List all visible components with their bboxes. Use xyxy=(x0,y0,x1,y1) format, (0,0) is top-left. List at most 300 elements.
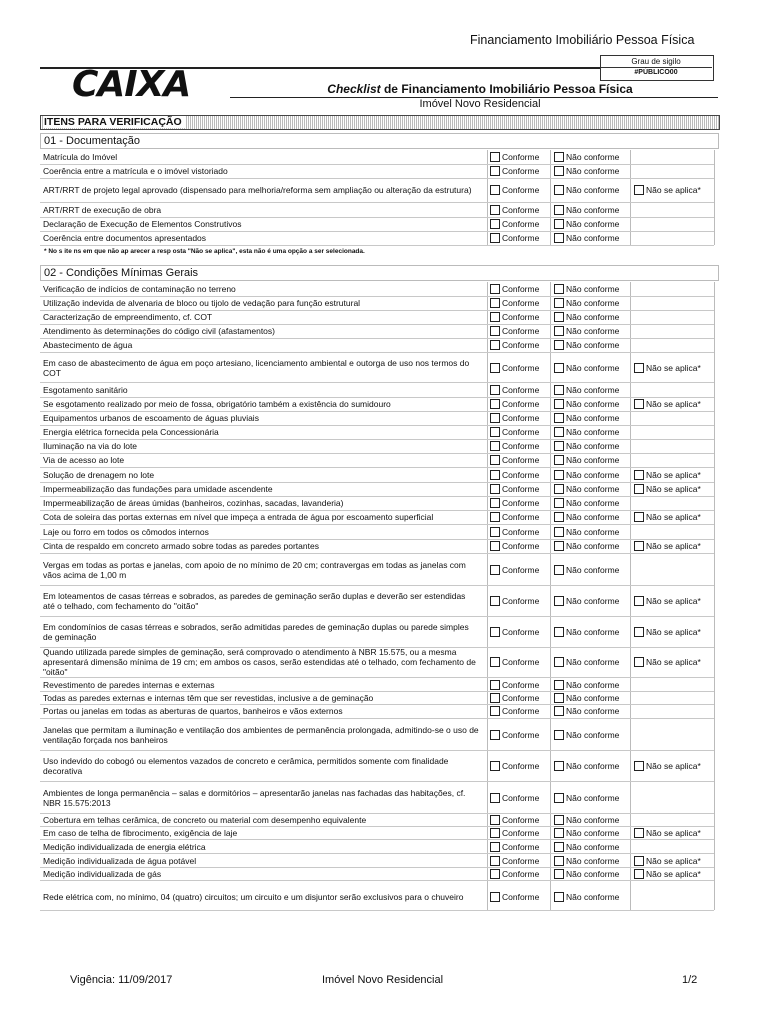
option-conforme[interactable] xyxy=(490,164,539,178)
option-nao-conforme[interactable] xyxy=(554,704,619,718)
option-conforme[interactable] xyxy=(490,425,539,439)
option-nao-se-aplica[interactable] xyxy=(634,867,701,880)
checkbox-icon[interactable] xyxy=(490,657,500,667)
checklist-row xyxy=(40,617,714,648)
option-conforme-label: Conforme xyxy=(502,340,540,350)
items-header-label: ITENS PARA VERIFICAÇÃO xyxy=(44,116,185,128)
option-conforme-label: Conforme xyxy=(502,385,540,395)
option-conforme[interactable] xyxy=(490,397,539,411)
checkbox-icon[interactable] xyxy=(554,706,564,716)
checkbox-icon[interactable] xyxy=(490,596,500,606)
option-conforme[interactable] xyxy=(490,678,539,691)
row-question: Quando utilizada parede simples de geminação, será comprovado o atendimento à NBR 15.575, ou a mesma apresentará dimensão mínima de 19 cm; em ambos os casos, serão estendidas até o telhado, com fechamento de "oitão" xyxy=(43,647,476,677)
row-question: Cobertura em telhas cerâmica, de concreto ou material com desempenho equivalente xyxy=(43,815,367,825)
option-nao-conforme[interactable] xyxy=(554,854,619,867)
checkbox-icon[interactable] xyxy=(490,498,500,508)
checklist-row xyxy=(40,397,714,412)
checkbox-icon[interactable] xyxy=(490,793,500,803)
option-nao-conforme[interactable] xyxy=(554,282,619,296)
option-conforme-label: Conforme xyxy=(502,219,540,229)
checkbox-icon[interactable] xyxy=(490,856,500,866)
checklist-row xyxy=(40,231,714,246)
checkbox-icon[interactable] xyxy=(554,498,564,508)
option-nao-conforme-label: Não conforme xyxy=(566,868,620,879)
option-conforme[interactable] xyxy=(490,867,539,880)
option-nao-conforme[interactable] xyxy=(554,439,619,453)
option-nao-conforme[interactable] xyxy=(554,510,619,524)
checklist-row xyxy=(40,439,714,454)
checklist-row xyxy=(40,586,714,617)
checkbox-icon[interactable] xyxy=(634,484,644,494)
checkbox-icon[interactable] xyxy=(490,512,500,522)
checkbox-icon[interactable] xyxy=(490,565,500,575)
checkbox-icon[interactable] xyxy=(490,470,500,480)
checkbox-icon[interactable] xyxy=(490,219,500,229)
footer-page: 1/2 xyxy=(682,974,698,986)
checklist-row xyxy=(40,782,714,814)
option-nao-conforme-label: Não conforme xyxy=(566,792,620,803)
row-question: Verificação de indícios de contaminação no terreno xyxy=(43,284,236,294)
option-nao-conforme[interactable] xyxy=(554,496,619,510)
option-conforme[interactable] xyxy=(490,383,539,397)
checkbox-icon[interactable] xyxy=(554,233,564,243)
option-conforme-label: Conforme xyxy=(502,761,540,771)
option-nao-conforme-label: Não conforme xyxy=(566,441,620,451)
checkbox-icon[interactable] xyxy=(634,657,644,667)
option-nao-conforme-label: Não conforme xyxy=(566,706,620,716)
option-conforme-label: Conforme xyxy=(502,298,540,308)
checklist-row xyxy=(40,678,714,692)
checkbox-icon[interactable] xyxy=(554,828,564,838)
checkbox-icon[interactable] xyxy=(634,627,644,637)
checkbox-icon[interactable] xyxy=(634,761,644,771)
checkbox-icon[interactable] xyxy=(634,541,644,551)
option-nao-conforme[interactable] xyxy=(554,453,619,467)
checkbox-icon[interactable] xyxy=(490,326,500,336)
checkbox-icon[interactable] xyxy=(490,413,500,423)
checkbox-icon[interactable] xyxy=(634,399,644,409)
row-question: Impermeabilização de áreas úmidas (banheiros, cozinhas, sacadas, lavanderia) xyxy=(43,498,344,508)
option-nao-se-aplica[interactable] xyxy=(634,178,701,202)
checkbox-icon[interactable] xyxy=(490,385,500,395)
option-nao-se-aplica-label: Não se aplica* xyxy=(646,596,701,606)
option-nao-se-aplica[interactable] xyxy=(634,397,701,411)
checkbox-icon[interactable] xyxy=(554,219,564,229)
option-nao-conforme-label: Não conforme xyxy=(566,512,620,522)
option-conforme[interactable] xyxy=(490,296,539,310)
option-conforme[interactable] xyxy=(490,482,539,496)
checkbox-icon[interactable] xyxy=(490,284,500,294)
option-nao-conforme-label: Não conforme xyxy=(566,841,620,852)
row-question: Em caso de telha de fibrocimento, exigência de laje xyxy=(43,827,238,838)
option-nao-conforme-label: Não conforme xyxy=(566,761,620,771)
option-conforme[interactable] xyxy=(490,496,539,510)
option-nao-se-aplica[interactable] xyxy=(634,617,701,647)
checkbox-icon[interactable] xyxy=(554,869,564,879)
option-nao-conforme-label: Não conforme xyxy=(566,205,620,215)
checkbox-icon[interactable] xyxy=(490,484,500,494)
checklist-row xyxy=(40,217,714,232)
option-nao-conforme-label: Não conforme xyxy=(566,166,620,176)
option-conforme-label: Conforme xyxy=(502,185,540,195)
row-question: Medição individualizada de gás xyxy=(43,868,162,879)
option-conforme[interactable] xyxy=(490,150,539,164)
option-nao-conforme[interactable] xyxy=(554,296,619,310)
option-conforme[interactable] xyxy=(490,231,539,245)
option-conforme-label: Conforme xyxy=(502,362,540,373)
option-nao-conforme[interactable] xyxy=(554,840,619,853)
checkbox-icon[interactable] xyxy=(554,627,564,637)
checkbox-icon[interactable] xyxy=(490,869,500,879)
checkbox-icon[interactable] xyxy=(490,828,500,838)
checkbox-icon[interactable] xyxy=(554,761,564,771)
option-conforme-label: Conforme xyxy=(502,892,540,902)
option-nao-se-aplica[interactable] xyxy=(634,586,701,616)
option-conforme-label: Conforme xyxy=(502,564,540,575)
checkbox-icon[interactable] xyxy=(554,730,564,740)
document-title: Financiamento Imobiliário Pessoa Física xyxy=(470,33,695,47)
checklist-row xyxy=(40,539,714,554)
checklist-row xyxy=(40,510,714,525)
option-conforme-label: Conforme xyxy=(502,841,540,852)
option-nao-se-aplica-label: Não se aplica* xyxy=(646,761,701,771)
option-nao-conforme[interactable] xyxy=(554,525,619,539)
checkbox-icon[interactable] xyxy=(554,657,564,667)
checkbox-icon[interactable] xyxy=(554,399,564,409)
option-nao-conforme[interactable] xyxy=(554,353,619,382)
checkbox-icon[interactable] xyxy=(554,527,564,537)
option-nao-conforme[interactable] xyxy=(554,751,619,781)
checkbox-icon[interactable] xyxy=(554,340,564,350)
option-nao-conforme-label: Não conforme xyxy=(566,362,620,373)
option-conforme[interactable] xyxy=(490,411,539,425)
checklist-row xyxy=(40,164,714,179)
option-nao-conforme[interactable] xyxy=(554,647,619,677)
option-conforme-label: Conforme xyxy=(502,792,540,803)
checkbox-icon[interactable] xyxy=(554,185,564,195)
option-nao-conforme-label: Não conforme xyxy=(566,185,620,195)
section-title: 02 - Condições Mínimas Gerais xyxy=(40,265,719,281)
checkbox-icon[interactable] xyxy=(554,284,564,294)
option-nao-conforme[interactable] xyxy=(554,468,619,482)
option-nao-conforme-label: Não conforme xyxy=(566,385,620,395)
checkbox-icon[interactable] xyxy=(554,541,564,551)
option-nao-conforme[interactable] xyxy=(554,150,619,164)
checkbox-icon[interactable] xyxy=(554,693,564,703)
option-conforme[interactable] xyxy=(490,203,539,217)
checkbox-icon[interactable] xyxy=(490,706,500,716)
checkbox-icon[interactable] xyxy=(554,470,564,480)
option-nao-conforme-label: Não conforme xyxy=(566,815,620,825)
checkbox-icon[interactable] xyxy=(490,399,500,409)
checkbox-icon[interactable] xyxy=(490,166,500,176)
checkbox-icon[interactable] xyxy=(554,413,564,423)
option-conforme[interactable] xyxy=(490,310,539,324)
option-conforme[interactable] xyxy=(490,439,539,453)
option-nao-conforme-label: Não conforme xyxy=(566,596,620,606)
option-nao-conforme-label: Não conforme xyxy=(566,399,620,409)
checkbox-icon[interactable] xyxy=(490,205,500,215)
option-conforme[interactable] xyxy=(490,178,539,202)
option-nao-conforme[interactable] xyxy=(554,867,619,880)
option-conforme[interactable] xyxy=(490,704,539,718)
checkbox-icon[interactable] xyxy=(490,152,500,162)
option-nao-se-aplica[interactable] xyxy=(634,482,701,496)
checkbox-icon[interactable] xyxy=(554,205,564,215)
option-nao-conforme[interactable] xyxy=(554,482,619,496)
checkbox-icon[interactable] xyxy=(490,815,500,825)
option-nao-se-aplica-label: Não se aplica* xyxy=(646,855,701,866)
option-nao-conforme-label: Não conforme xyxy=(566,470,620,480)
option-nao-conforme[interactable] xyxy=(554,425,619,439)
row-question: Iluminação na via do lote xyxy=(43,441,138,451)
option-conforme[interactable] xyxy=(490,691,539,704)
option-conforme-label: Conforme xyxy=(502,596,540,606)
option-conforme-label: Conforme xyxy=(502,729,540,740)
row-question: Atendimento às determinações do código civil (afastamentos) xyxy=(43,326,275,336)
checkbox-icon[interactable] xyxy=(554,842,564,852)
column-divider xyxy=(714,150,715,245)
checkbox-icon[interactable] xyxy=(490,441,500,451)
checkbox-icon[interactable] xyxy=(554,441,564,451)
checkbox-icon[interactable] xyxy=(490,730,500,740)
option-nao-se-aplica[interactable] xyxy=(634,826,701,839)
option-nao-conforme[interactable] xyxy=(554,782,619,813)
row-question: Solução de drenagem no lote xyxy=(43,470,155,480)
option-conforme[interactable] xyxy=(490,554,539,585)
checkbox-icon[interactable] xyxy=(554,512,564,522)
option-nao-conforme[interactable] xyxy=(554,678,619,691)
option-conforme[interactable] xyxy=(490,510,539,524)
row-question: Impermeabilização das fundações para umidade ascendente xyxy=(43,484,273,494)
option-nao-se-aplica[interactable] xyxy=(634,510,701,524)
option-conforme-label: Conforme xyxy=(502,166,540,176)
checkbox-icon[interactable] xyxy=(554,856,564,866)
option-nao-conforme[interactable] xyxy=(554,164,619,178)
option-nao-conforme[interactable] xyxy=(554,719,619,750)
row-question: Via de acesso ao lote xyxy=(43,455,125,465)
option-nao-conforme[interactable] xyxy=(554,397,619,411)
option-conforme-label: Conforme xyxy=(502,627,540,637)
option-conforme[interactable] xyxy=(490,353,539,382)
row-question: ART/RRT de projeto legal aprovado (dispensado para melhoria/reforma sem ampliação ou alteração da estrutura) xyxy=(43,185,472,195)
checkbox-icon[interactable] xyxy=(490,298,500,308)
option-conforme[interactable] xyxy=(490,586,539,616)
checklist-row xyxy=(40,178,714,203)
checkbox-icon[interactable] xyxy=(490,527,500,537)
option-conforme-label: Conforme xyxy=(502,427,540,437)
row-question: Matrícula do Imóvel xyxy=(43,152,118,162)
option-nao-se-aplica[interactable] xyxy=(634,353,701,382)
checkbox-icon[interactable] xyxy=(634,185,644,195)
option-conforme[interactable] xyxy=(490,719,539,750)
option-conforme-label: Conforme xyxy=(502,827,540,838)
option-conforme[interactable] xyxy=(490,884,539,910)
checkbox-icon[interactable] xyxy=(490,892,500,902)
option-conforme-label: Conforme xyxy=(502,413,540,423)
option-nao-conforme-label: Não conforme xyxy=(566,892,620,902)
checkbox-icon[interactable] xyxy=(634,363,644,373)
option-nao-conforme[interactable] xyxy=(554,539,619,553)
checklist-row xyxy=(40,310,714,325)
option-conforme[interactable] xyxy=(490,647,539,677)
checkbox-icon[interactable] xyxy=(554,363,564,373)
checkbox-icon[interactable] xyxy=(490,185,500,195)
option-nao-conforme[interactable] xyxy=(554,814,619,826)
checklist-row xyxy=(40,751,714,782)
sigilo-value: #PÚBLICO00 xyxy=(600,67,712,76)
checkbox-icon[interactable] xyxy=(490,627,500,637)
option-conforme[interactable] xyxy=(490,217,539,231)
checkbox-icon[interactable] xyxy=(634,512,644,522)
checkbox-icon[interactable] xyxy=(490,842,500,852)
option-nao-conforme[interactable] xyxy=(554,884,619,910)
checklist-row xyxy=(40,411,714,426)
option-conforme-label: Conforme xyxy=(502,657,540,667)
checkbox-icon[interactable] xyxy=(554,298,564,308)
footer-center: Imóvel Novo Residencial xyxy=(322,974,444,986)
option-nao-conforme[interactable] xyxy=(554,826,619,839)
option-conforme-label: Conforme xyxy=(502,706,540,716)
checkbox-icon[interactable] xyxy=(554,793,564,803)
checkbox-icon[interactable] xyxy=(634,596,644,606)
option-conforme[interactable] xyxy=(490,525,539,539)
checkbox-icon[interactable] xyxy=(554,484,564,494)
checkbox-icon[interactable] xyxy=(554,152,564,162)
row-question: Vergas em todas as portas e janelas, com apoio de no mínimo de 20 cm; contravergas em todas as janelas com vãos acima de 1,00 m xyxy=(43,559,466,580)
checkbox-icon[interactable] xyxy=(554,565,564,575)
option-nao-conforme-label: Não conforme xyxy=(566,413,620,423)
checkbox-icon[interactable] xyxy=(634,470,644,480)
option-nao-conforme[interactable] xyxy=(554,217,619,231)
checkbox-icon[interactable] xyxy=(554,326,564,336)
option-nao-conforme-label: Não conforme xyxy=(566,827,620,838)
option-nao-conforme-label: Não conforme xyxy=(566,455,620,465)
checkbox-icon[interactable] xyxy=(554,385,564,395)
option-nao-conforme[interactable] xyxy=(554,691,619,704)
checkbox-icon[interactable] xyxy=(554,312,564,322)
option-nao-se-aplica[interactable] xyxy=(634,539,701,553)
option-nao-se-aplica[interactable] xyxy=(634,647,701,677)
option-nao-se-aplica-label: Não se aplica* xyxy=(646,185,701,195)
checkbox-icon[interactable] xyxy=(554,815,564,825)
option-nao-se-aplica-label: Não se aplica* xyxy=(646,362,701,373)
row-question: Abastecimento de água xyxy=(43,340,133,350)
option-conforme[interactable] xyxy=(490,814,539,826)
option-conforme[interactable] xyxy=(490,338,539,352)
checkbox-icon[interactable] xyxy=(554,680,564,690)
option-nao-conforme-label: Não conforme xyxy=(566,541,620,551)
checkbox-icon[interactable] xyxy=(490,455,500,465)
checkbox-icon[interactable] xyxy=(554,166,564,176)
checkbox-icon[interactable] xyxy=(490,340,500,350)
option-conforme[interactable] xyxy=(490,840,539,853)
checkbox-icon[interactable] xyxy=(554,455,564,465)
option-nao-conforme-label: Não conforme xyxy=(566,340,620,350)
option-conforme[interactable] xyxy=(490,468,539,482)
option-nao-conforme-label: Não conforme xyxy=(566,564,620,575)
checklist-word: Checklist xyxy=(327,82,381,96)
checkbox-icon[interactable] xyxy=(490,680,500,690)
checklist-row xyxy=(40,704,714,719)
option-nao-conforme-label: Não conforme xyxy=(566,855,620,866)
option-nao-conforme[interactable] xyxy=(554,203,619,217)
option-conforme[interactable] xyxy=(490,324,539,338)
checkbox-icon[interactable] xyxy=(634,828,644,838)
option-nao-conforme[interactable] xyxy=(554,411,619,425)
row-question: Portas ou janelas em todas as aberturas de quartos, banheiros e vãos externos xyxy=(43,706,343,716)
row-question: Todas as paredes externas e internas têm que ser revestidas, inclusive a de geminação xyxy=(43,692,374,703)
option-nao-conforme[interactable] xyxy=(554,310,619,324)
logo-text: CAIXA xyxy=(72,64,191,105)
option-conforme-label: Conforme xyxy=(502,205,540,215)
option-conforme-label: Conforme xyxy=(502,855,540,866)
option-nao-se-aplica[interactable] xyxy=(634,468,701,482)
checkbox-icon[interactable] xyxy=(634,869,644,879)
option-conforme-label: Conforme xyxy=(502,512,540,522)
checkbox-icon[interactable] xyxy=(554,596,564,606)
row-question: Em caso de abastecimento de água em poço artesiano, licenciamento ambiental e outorga de uso nos termos do COT xyxy=(43,357,470,378)
option-nao-se-aplica[interactable] xyxy=(634,854,701,867)
option-conforme[interactable] xyxy=(490,751,539,781)
checklist-row xyxy=(40,383,714,398)
checkbox-icon[interactable] xyxy=(554,427,564,437)
checkbox-icon[interactable] xyxy=(490,761,500,771)
option-conforme-label: Conforme xyxy=(502,284,540,294)
option-nao-conforme[interactable] xyxy=(554,231,619,245)
checklist-row xyxy=(40,840,714,854)
checkbox-icon[interactable] xyxy=(554,892,564,902)
option-nao-conforme[interactable] xyxy=(554,324,619,338)
option-conforme[interactable] xyxy=(490,826,539,839)
option-conforme[interactable] xyxy=(490,282,539,296)
checklist-row xyxy=(40,826,714,840)
option-nao-conforme[interactable] xyxy=(554,554,619,585)
checkbox-icon[interactable] xyxy=(490,363,500,373)
checkbox-icon[interactable] xyxy=(490,541,500,551)
checkbox-icon[interactable] xyxy=(634,856,644,866)
checkbox-icon[interactable] xyxy=(490,693,500,703)
option-nao-conforme[interactable] xyxy=(554,383,619,397)
row-question: Ambientes de longa permanência – salas e dormitórios – apresentarão janelas nas fachadas das habitações, cf. NBR 15.575:2013 xyxy=(43,787,466,808)
checkbox-icon[interactable] xyxy=(490,312,500,322)
row-question: Janelas que permitam a iluminação e ventilação dos ambientes de permanência prolongada, admitindo-se o uso de ventilação forçada nos banheiros xyxy=(43,724,479,745)
option-nao-conforme[interactable] xyxy=(554,586,619,616)
option-conforme[interactable] xyxy=(490,453,539,467)
checkbox-icon[interactable] xyxy=(490,233,500,243)
option-nao-conforme[interactable] xyxy=(554,338,619,352)
option-nao-conforme[interactable] xyxy=(554,617,619,647)
checklist-row xyxy=(40,867,714,881)
option-nao-se-aplica-label: Não se aplica* xyxy=(646,627,701,637)
checklist-row xyxy=(40,453,714,468)
row-question: Laje ou forro em todos os cômodos internos xyxy=(43,527,209,537)
checkbox-icon[interactable] xyxy=(490,427,500,437)
checklist-row xyxy=(40,854,714,868)
option-conforme[interactable] xyxy=(490,617,539,647)
option-conforme[interactable] xyxy=(490,539,539,553)
option-nao-se-aplica[interactable] xyxy=(634,751,701,781)
option-conforme[interactable] xyxy=(490,854,539,867)
option-nao-conforme-label: Não conforme xyxy=(566,498,620,508)
checklist-row xyxy=(40,482,714,497)
row-question: Em condomínios de casas térreas e sobrados, serão admitidas paredes de geminação duplas ou parede simples de geminação xyxy=(43,622,469,642)
option-nao-conforme-label: Não conforme xyxy=(566,219,620,229)
option-conforme-label: Conforme xyxy=(502,399,540,409)
option-nao-conforme[interactable] xyxy=(554,178,619,202)
row-question: Cota de soleira das portas externas em nível que impeça a entrada de água por escoamento superficial xyxy=(43,512,434,522)
option-conforme[interactable] xyxy=(490,782,539,813)
